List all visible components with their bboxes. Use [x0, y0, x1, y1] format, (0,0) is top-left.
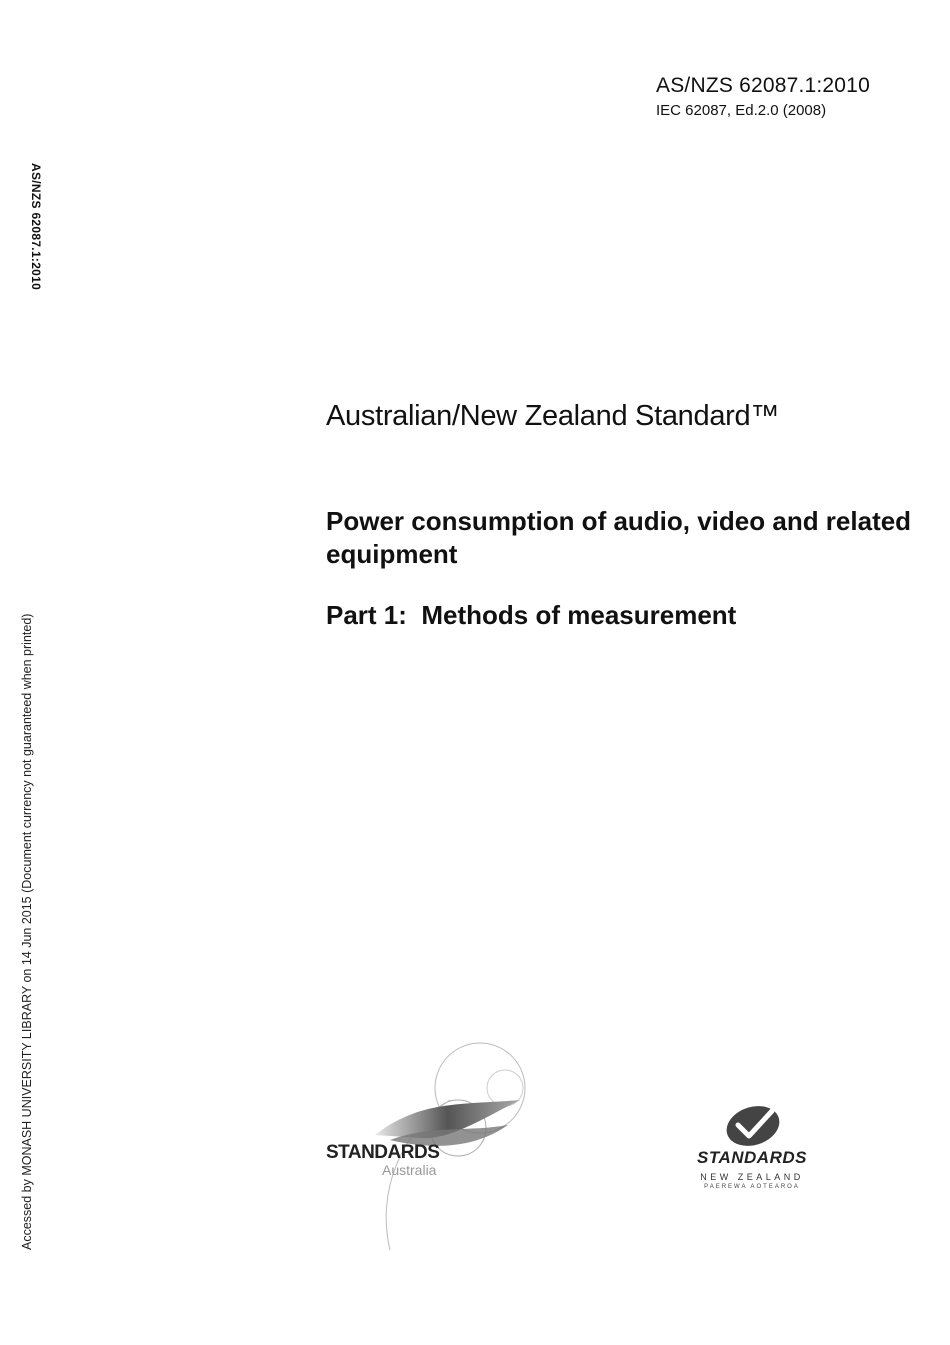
series-title: Australian/New Zealand Standard™ — [326, 400, 780, 432]
spine-code: AS/NZS 62087.1:2010 — [29, 163, 43, 291]
standards-nz-logo-icon — [722, 1103, 784, 1149]
standards-australia-sub: Australia — [382, 1162, 437, 1178]
standards-nz-sub: NEW ZEALAND — [700, 1172, 804, 1182]
access-note: Accessed by MONASH UNIVERSITY LIBRARY on 14 Jun 2015 (Document currency not guaranteed when printed) — [20, 613, 34, 1250]
standards-nz-maori: PAEREWA AOTEAROA — [704, 1184, 800, 1190]
document-title: Power consumption of audio, video and related equipment — [326, 506, 912, 569]
iec-reference: IEC 62087, Ed.2.0 (2008) — [656, 102, 827, 119]
standards-nz-name: STANDARDS — [697, 1148, 807, 1167]
standards-australia-name: STANDARDS — [326, 1142, 440, 1163]
part-title: Part 1: Methods of measurement — [326, 600, 737, 630]
standard-code: AS/NZS 62087.1:2010 — [656, 74, 870, 97]
